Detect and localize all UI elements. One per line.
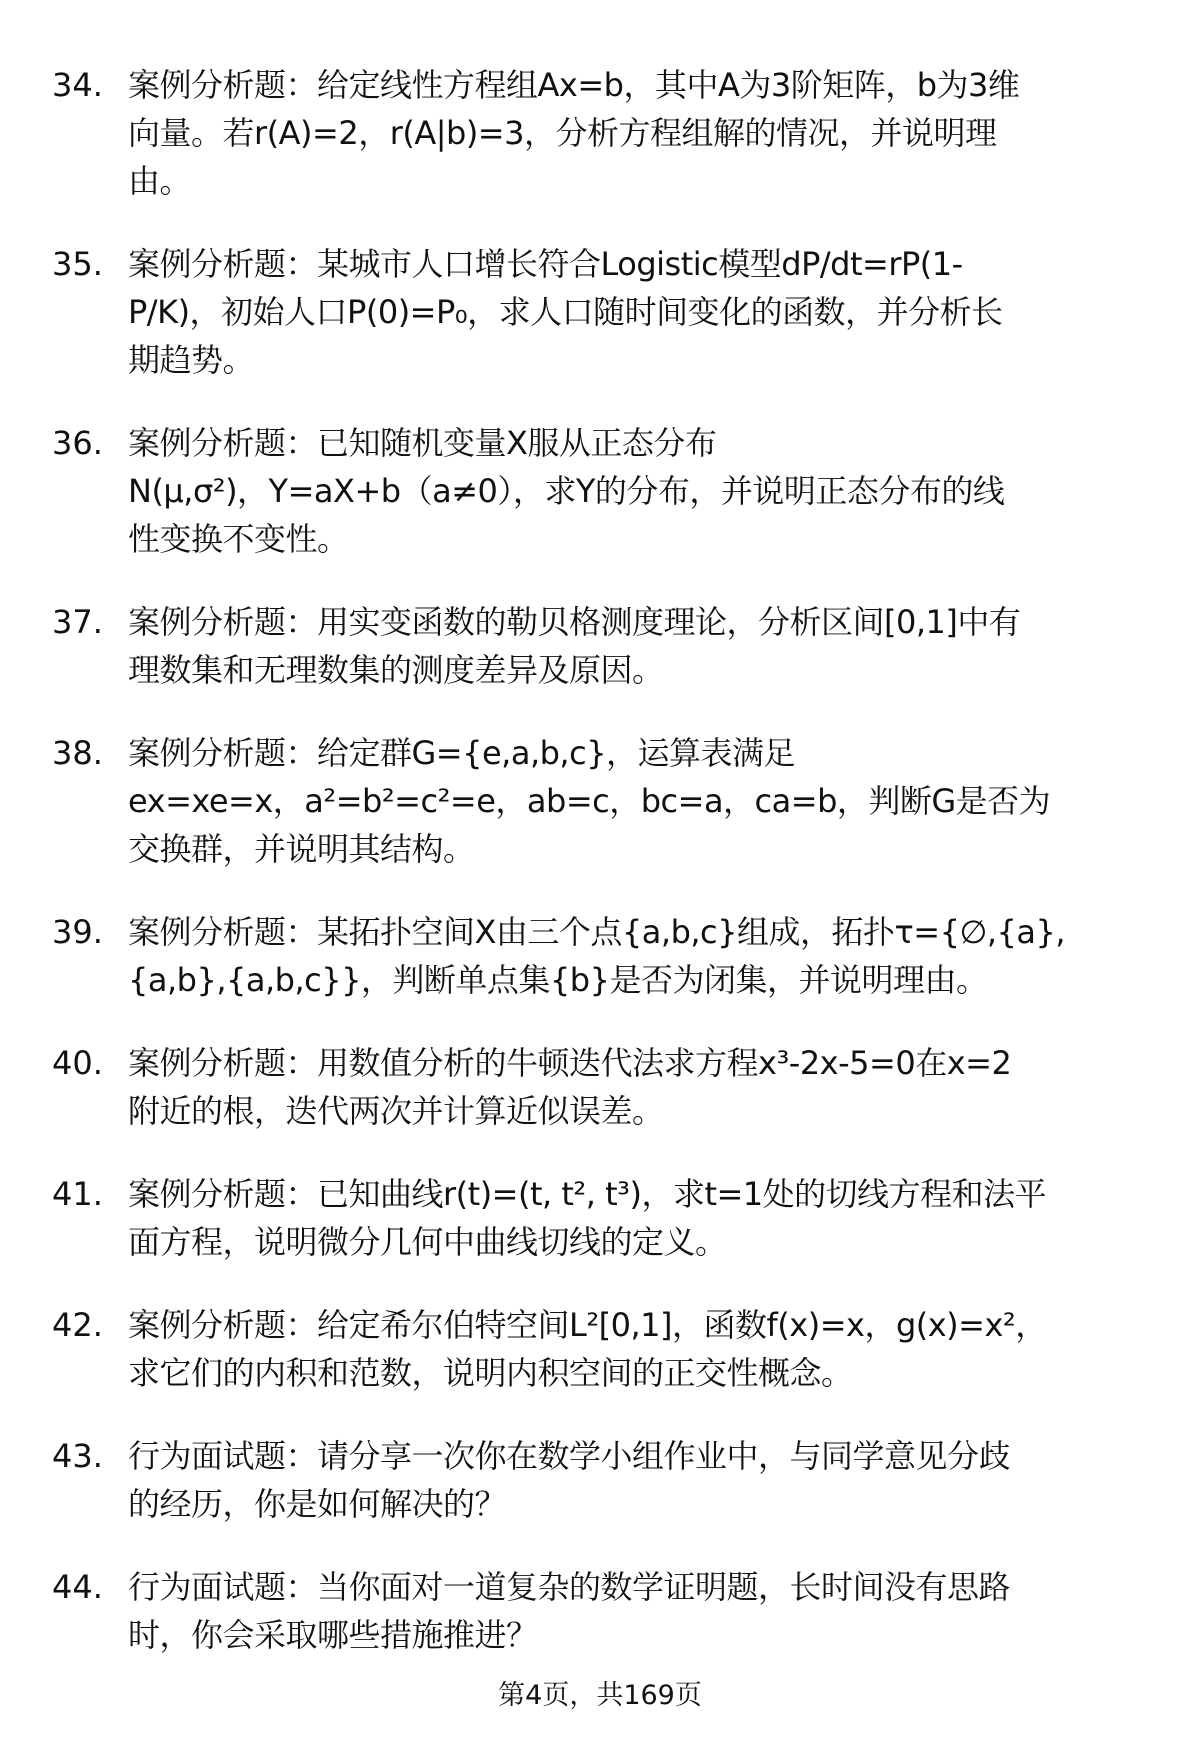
question-text xyxy=(128,1301,1200,1397)
question-item xyxy=(0,240,1200,384)
question-number: 40. xyxy=(52,1044,103,1082)
question-text-line: 时，你会采取哪些措施推进？ xyxy=(128,1616,538,1654)
question-text xyxy=(128,419,1200,563)
question-number: 35. xyxy=(52,245,103,283)
question-text-line: P/K)，初始人口P(0)=P₀，求人口随时间变化的函数，并分析长 xyxy=(128,293,1003,331)
question-text-line: 性变换不变性。 xyxy=(128,520,349,558)
question-text-line: {a,b},{a,b,c}}，判断单点集{b}是否为闭集，并说明理由。 xyxy=(128,961,988,999)
question-text-line: N(μ,σ²)，Y=aX+b（a≠0），求Y的分布，并说明正态分布的线 xyxy=(128,472,1005,510)
question-item xyxy=(0,61,1200,205)
page-footer: 第4页，共169页 xyxy=(498,1680,702,1711)
question-text-line: 求它们的内积和范数，说明内积空间的正交性概念。 xyxy=(128,1354,853,1392)
question-text-line: 案例分析题：某拓扑空间X由三个点{a,b,c}组成，拓扑τ={∅,{a}, xyxy=(128,913,1065,951)
question-number: 38. xyxy=(52,734,103,772)
question-text-line: 由。 xyxy=(128,162,192,200)
question-item xyxy=(0,598,1200,694)
question-text-line: 向量。若r(A)=2，r(A|b)=3，分析方程组解的情况，并说明理 xyxy=(128,114,997,152)
question-text xyxy=(128,1432,1200,1528)
question-text-line: 案例分析题：已知曲线r(t)=(t, t², t³)，求t=1处的切线方程和法平 xyxy=(128,1175,1047,1213)
question-number: 36. xyxy=(52,424,103,462)
question-item xyxy=(0,1563,1200,1659)
question-text-line: 期趋势。 xyxy=(128,341,255,379)
question-text-line: 案例分析题：给定线性方程组Ax=b，其中A为3阶矩阵，b为3维 xyxy=(128,66,1020,104)
question-number: 43. xyxy=(52,1437,103,1475)
question-text-line: 案例分析题：给定群G={e,a,b,c}，运算表满足 xyxy=(128,734,796,772)
question-number: 42. xyxy=(52,1306,103,1344)
question-text xyxy=(128,1563,1200,1659)
question-text-line: 行为面试题：当你面对一道复杂的数学证明题，长时间没有思路 xyxy=(128,1568,1011,1606)
question-text-line: ex=xe=x，a²=b²=c²=e，ab=c，bc=a，ca=b，判断G是否为 xyxy=(128,782,1051,820)
question-text-line: 的经历，你是如何解决的？ xyxy=(128,1485,507,1523)
question-item xyxy=(0,729,1200,873)
question-text-line: 案例分析题：用数值分析的牛顿迭代法求方程x³-2x-5=0在x=2 xyxy=(128,1044,1012,1082)
question-text xyxy=(128,908,1200,1004)
question-item xyxy=(0,419,1200,563)
question-text-line: 交换群，并说明其结构。 xyxy=(128,830,475,868)
question-list xyxy=(0,61,1200,1694)
question-text-line: 案例分析题：给定希尔伯特空间L²[0,1]，函数f(x)=x，g(x)=x²， xyxy=(128,1306,1047,1344)
question-text-line: 理数集和无理数集的测度差异及原因。 xyxy=(128,651,664,689)
question-text-line: 案例分析题：某城市人口增长符合Logistic模型dP/dt=rP(1- xyxy=(128,245,963,283)
question-text xyxy=(128,729,1200,873)
question-text xyxy=(128,1039,1200,1135)
question-text-line: 案例分析题：已知随机变量X服从正态分布 xyxy=(128,424,717,462)
question-item xyxy=(0,1039,1200,1135)
question-number: 34. xyxy=(52,66,103,104)
question-item xyxy=(0,908,1200,1004)
question-text xyxy=(128,1170,1200,1266)
question-item xyxy=(0,1301,1200,1397)
question-text xyxy=(128,61,1200,205)
question-number: 41. xyxy=(52,1175,103,1213)
question-item xyxy=(0,1170,1200,1266)
question-number: 39. xyxy=(52,913,103,951)
question-text-line: 案例分析题：用实变函数的勒贝格测度理论，分析区间[0,1]中有 xyxy=(128,603,1021,641)
question-text xyxy=(128,598,1200,694)
question-text-line: 行为面试题：请分享一次你在数学小组作业中，与同学意见分歧 xyxy=(128,1437,1011,1475)
question-number: 44. xyxy=(52,1568,103,1606)
question-number: 37. xyxy=(52,603,103,641)
question-item xyxy=(0,1432,1200,1528)
question-text xyxy=(128,240,1200,384)
question-text-line: 面方程，说明微分几何中曲线切线的定义。 xyxy=(128,1223,727,1261)
question-text-line: 附近的根，迭代两次并计算近似误差。 xyxy=(128,1092,664,1130)
